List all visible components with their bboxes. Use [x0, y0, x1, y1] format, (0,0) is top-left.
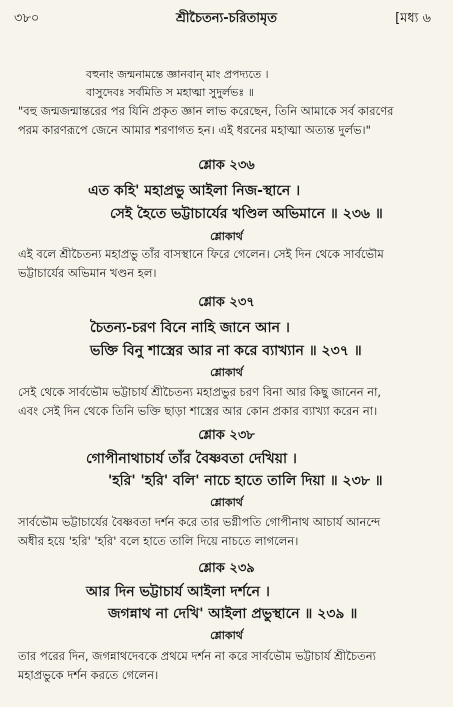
- paragraph-line: সেই থেকে সার্বভৌম ভট্টাচার্য শ্রীচৈতন্য মহাপ্রভুর চরণ বিনা আর কিছু জানেন না,: [18, 385, 382, 399]
- paragraph-line: তার পরের দিন, জগন্নাথদেবকে প্রথমে দর্শন না করে সার্বভৌম ভট্টাচার্য শ্রীচৈতন্য: [18, 649, 376, 663]
- verse-translation: [18, 245, 436, 283]
- translation-heading: শ্লোকার্থ: [210, 496, 243, 509]
- verse-heading: শ্লোক ২৩৬: [198, 158, 255, 173]
- verse-line: গোপীনাথাচার্য তাঁর বৈষ্ণবতা দেখিয়া ।: [86, 451, 297, 467]
- verse-translation: [18, 383, 436, 421]
- translation-heading: শ্লোকার্থ: [210, 366, 243, 379]
- translation-heading: শ্লোকার্থ: [210, 230, 243, 243]
- running-title: শ্রীচৈতন্য-চরিতামৃত: [175, 11, 278, 26]
- page-number: ৩৮০: [14, 11, 40, 26]
- paragraph-line: ভট্টাচার্যের অভিমান খণ্ডন হল।: [18, 266, 157, 280]
- verse-line: সেই হৈতে ভট্টাচার্যের খণ্ডিল অভিমানে ॥ ২৩৬ ॥: [110, 206, 383, 222]
- sanskrit-line: বহুনাং জন্মনামন্তে জ্ঞানবান্ মাং প্রপদ্যতে ।: [86, 68, 269, 81]
- verse-line: 'হরি' 'হরি' বলি' নাচে হাতে তালি দিয়া ॥ ২৩৮ ॥: [108, 473, 383, 489]
- paragraph-line: "বহু জন্মজন্মান্তরের পর যিনি প্রকৃত জ্ঞান লাভ করেছেন, তিনি আমাকে সর্ব কারণের: [18, 104, 394, 118]
- paragraph-line: এই বলে শ্রীচৈতন্য মহাপ্রভু তাঁর বাসস্থানে ফিরে গেলেন। সেই দিন থেকে সার্বভৌম: [18, 247, 384, 261]
- paragraph-line: সার্বভৌম ভট্টাচার্যের বৈষ্ণবতা দর্শন করে তার ভগ্নীপতি গোপীনাথ আচার্য আনন্দে: [18, 515, 381, 529]
- paragraph-line: এবং সেই দিন থেকে তিনি ভক্তি ছাড়া শাস্ত্রের আর কোন প্রকার ব্যাখ্যা করেন না।: [18, 404, 378, 418]
- verse-line: এত কহি' মহাপ্রভু আইলা নিজ-স্থানে ।: [88, 183, 301, 199]
- paragraph-line: মহাপ্রভুকে দর্শন করতে গেলেন।: [18, 668, 159, 682]
- page-header: [0, 9, 453, 29]
- verse-heading: শ্লোক ২৩৯: [198, 561, 255, 576]
- verse-line: আর দিন ভট্টাচার্য আইলা দর্শনে ।: [86, 584, 270, 600]
- verse-heading: শ্লোক ২৩৮: [198, 428, 255, 443]
- chapter-marker: [মধ্য ৬: [395, 11, 431, 26]
- verse-line: ভক্তি বিনু শাস্ত্রের আর না করে ব্যাখ্যান ॥ ২৩৭ ॥: [90, 343, 362, 359]
- verse-translation: [18, 513, 436, 551]
- paragraph-line: পরম কারণরূপে জেনে আমার শরণাগত হন। এই ধরনের মহাত্মা অত্যন্ত দুর্লভ।": [18, 123, 371, 137]
- intro-translation: [18, 102, 436, 140]
- paragraph-line: অধীর হয়ে 'হরি' 'হরি' বলে হাতে তালি দিয়ে নাচতে লাগলেন।: [18, 534, 299, 548]
- sanskrit-quote: [86, 66, 426, 102]
- verse-line: চৈতন্য-চরণ বিনে নাহি জানে আন ।: [90, 320, 290, 336]
- translation-heading: শ্লোকার্থ: [210, 629, 243, 642]
- verse-line: জগন্নাথ না দেখি' আইলা প্রভুস্থানে ॥ ২৩৯ ॥: [108, 606, 358, 622]
- verse-translation: [18, 647, 436, 685]
- verse-heading: শ্লোক ২৩৭: [198, 295, 255, 310]
- sanskrit-line: বাসুদেবঃ সর্বমিতি স মহাত্মা সুদুর্লভঃ ॥: [86, 86, 254, 99]
